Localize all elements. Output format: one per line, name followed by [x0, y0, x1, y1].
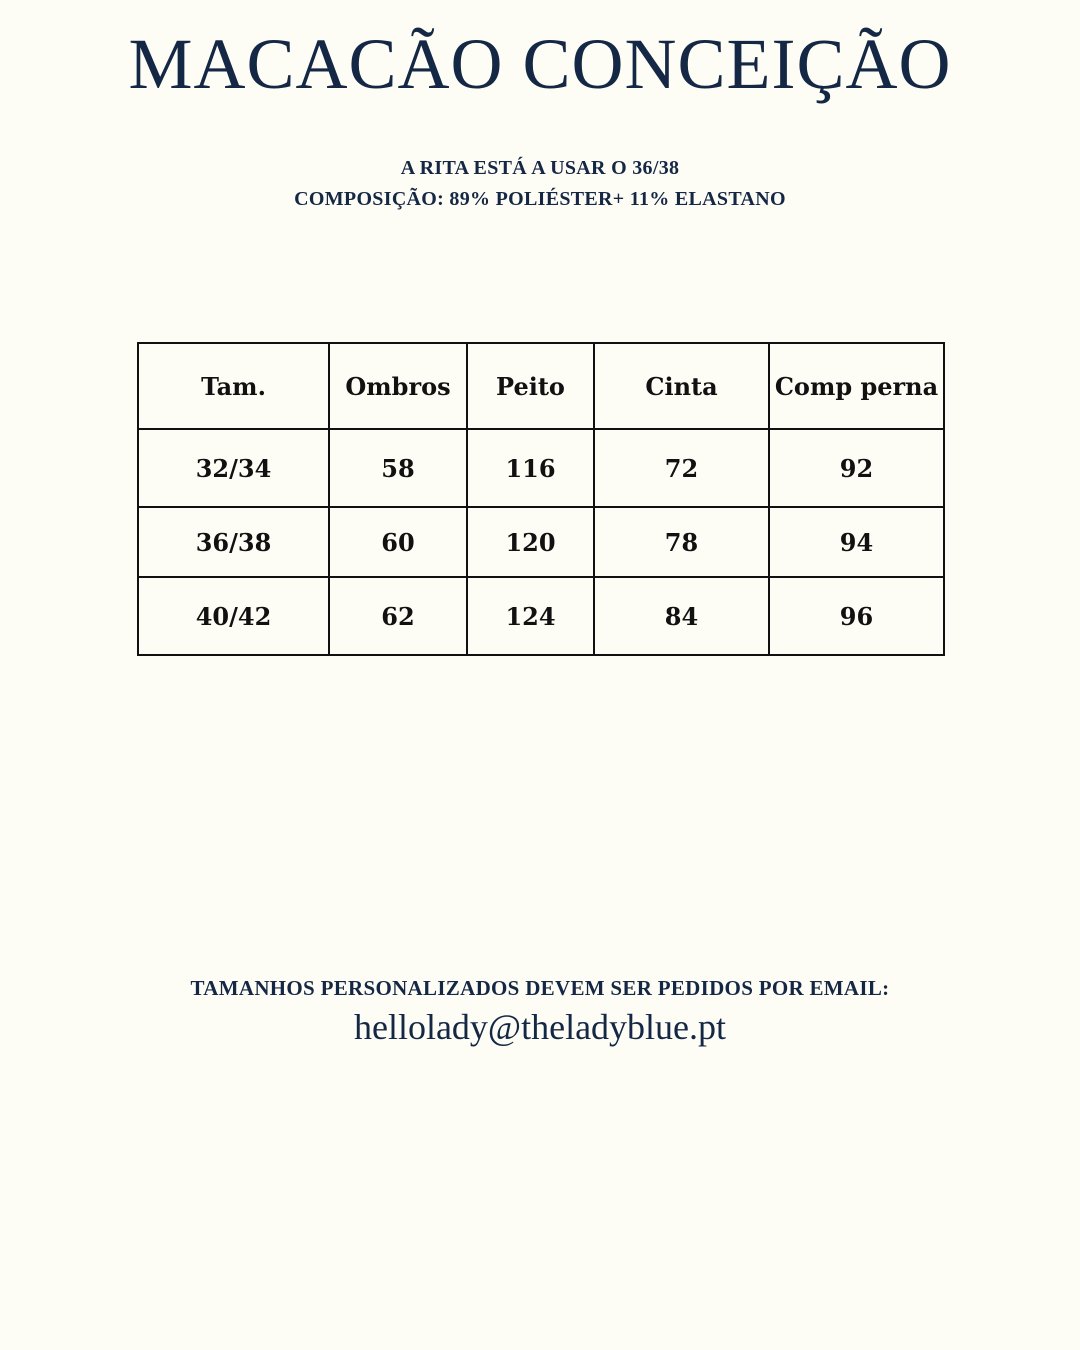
page-title: MACACÃO CONCEIÇÃO [128, 24, 952, 104]
cell-waist: 84 [594, 577, 769, 655]
cell-leg-length: 94 [769, 507, 944, 577]
header-size: Tam. [138, 343, 329, 429]
header-leg-length: Comp perna [769, 343, 944, 429]
cell-chest: 120 [467, 507, 594, 577]
composition-note: COMPOSIÇÃO: 89% POLIÉSTER+ 11% ELASTANO [294, 188, 786, 210]
cell-size: 36/38 [138, 507, 329, 577]
cell-shoulders: 62 [329, 577, 467, 655]
cell-chest: 124 [467, 577, 594, 655]
custom-sizes-note: TAMANHOS PERSONALIZADOS DEVEM SER PEDIDOS POR EMAIL: [190, 976, 890, 1000]
cell-leg-length: 96 [769, 577, 944, 655]
cell-leg-length: 92 [769, 429, 944, 507]
model-size-note: A RITA ESTÁ A USAR O 36/38 [400, 157, 680, 179]
cell-waist: 72 [594, 429, 769, 507]
table-row [138, 507, 944, 577]
header-chest: Peito [467, 343, 594, 429]
cell-size: 32/34 [138, 429, 329, 507]
table-header-row [138, 343, 944, 429]
table-row [138, 577, 944, 655]
header-waist: Cinta [594, 343, 769, 429]
email-link[interactable]: hellolady@theladyblue.pt [353, 1007, 727, 1047]
size-table [137, 342, 945, 656]
cell-size: 40/42 [138, 577, 329, 655]
cell-chest: 116 [467, 429, 594, 507]
header-shoulders: Ombros [329, 343, 467, 429]
table-row [138, 429, 944, 507]
cell-shoulders: 60 [329, 507, 467, 577]
cell-waist: 78 [594, 507, 769, 577]
cell-shoulders: 58 [329, 429, 467, 507]
